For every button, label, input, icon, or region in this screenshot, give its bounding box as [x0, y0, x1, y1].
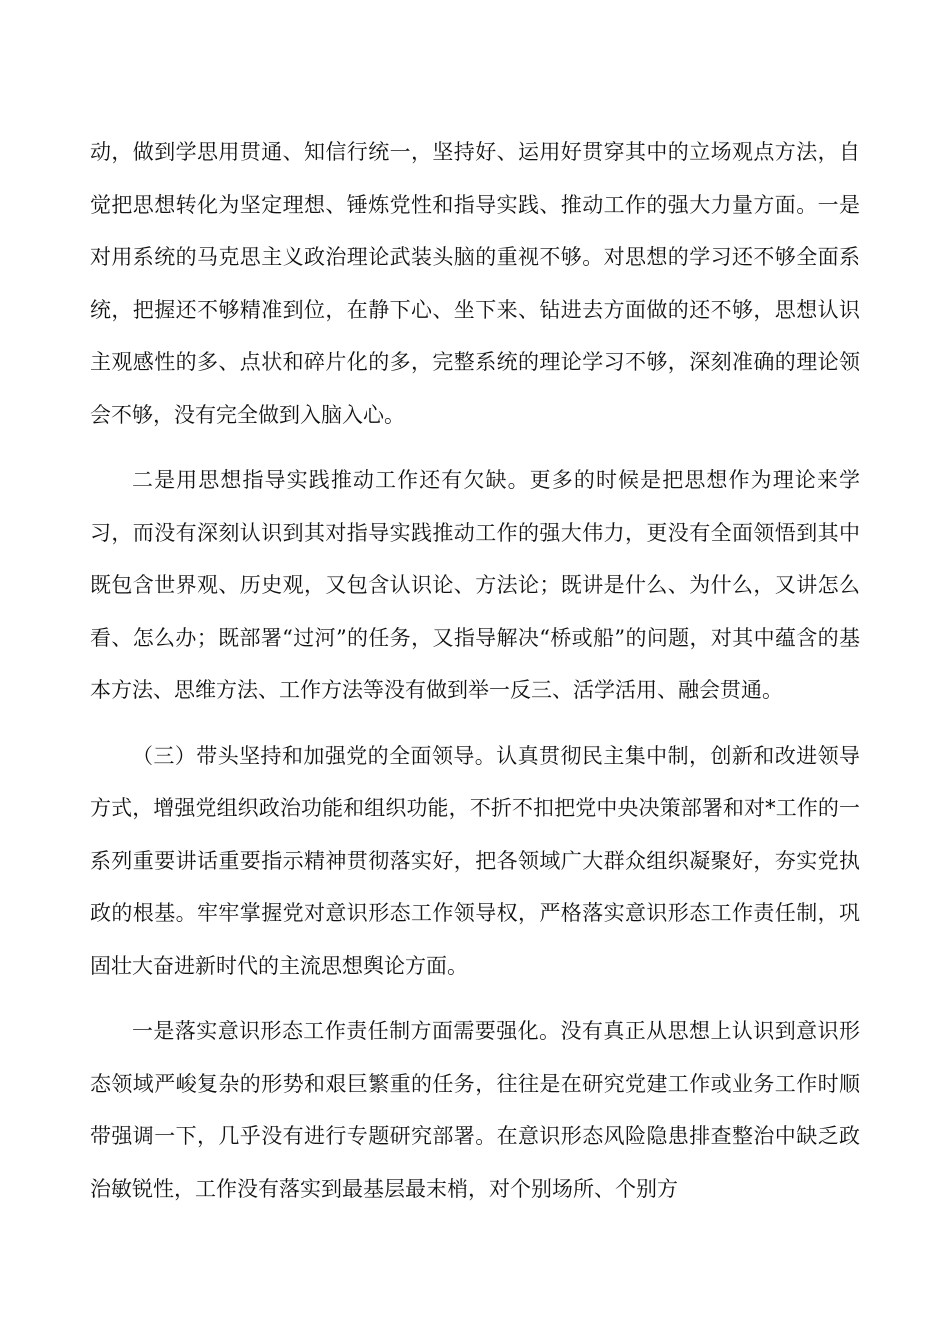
- paragraph-1: 动，做到学思用贯通、知信行统一，坚持好、运用好贯穿其中的立场观点方法，自觉把思想转化为坚定理想、锤炼党性和指导实践、推动工作的强大力量方面。一是对用系统的马克思主义政治理论武装头脑的重视不够。对思想的学习还不够全面系统，把握还不够精准到位，在静下心、坐下来、钻进去方面做的还不够，思想认识主观感性的多、点状和碎片化的多，完整系统的理论学习不够，深刻准确的理论领会不够，没有完全做到入脑入心。: [90, 140, 860, 427]
- paragraph-4: 一是落实意识形态工作责任制方面需要强化。没有真正从思想上认识到意识形态领域严峻复杂的形势和艰巨繁重的任务，往往是在研究党建工作或业务工作时顺带强调一下，几乎没有进行专题研究部署。在意识形态风险隐患排查整治中缺乏政治敏锐性，工作没有落实到最基层最末梢，对个别场所、个别方: [90, 1019, 860, 1201]
- document-page: [90, 126, 860, 1215]
- paragraph-2: 二是用思想指导实践推动工作还有欠缺。更多的时候是把思想作为理论来学习，而没有深刻认识到其对指导实践推动工作的强大伟力，更没有全面领悟到其中既包含世界观、历史观，又包含认识论、方法论；既讲是什么、为什么，又讲怎么看、怎么办；既部署“过河”的任务，又指导解决“桥或船”的问题，对其中蕴含的基本方法、思维方法、工作方法等没有做到举一反三、活学活用、融会贯通。: [90, 468, 860, 702]
- paragraph-3: （三）带头坚持和加强党的全面领导。认真贯彻民主集中制，创新和改进领导方式，增强党组织政治功能和组织功能，不折不扣把党中央决策部署和对*工作的一系列重要讲话重要指示精神贯彻落实好，把各领域广大群众组织凝聚好，夯实党执政的根基。牢牢掌握党对意识形态工作领导权，严格落实意识形态工作责任制，巩固壮大奋进新时代的主流思想舆论方面。: [90, 743, 860, 978]
